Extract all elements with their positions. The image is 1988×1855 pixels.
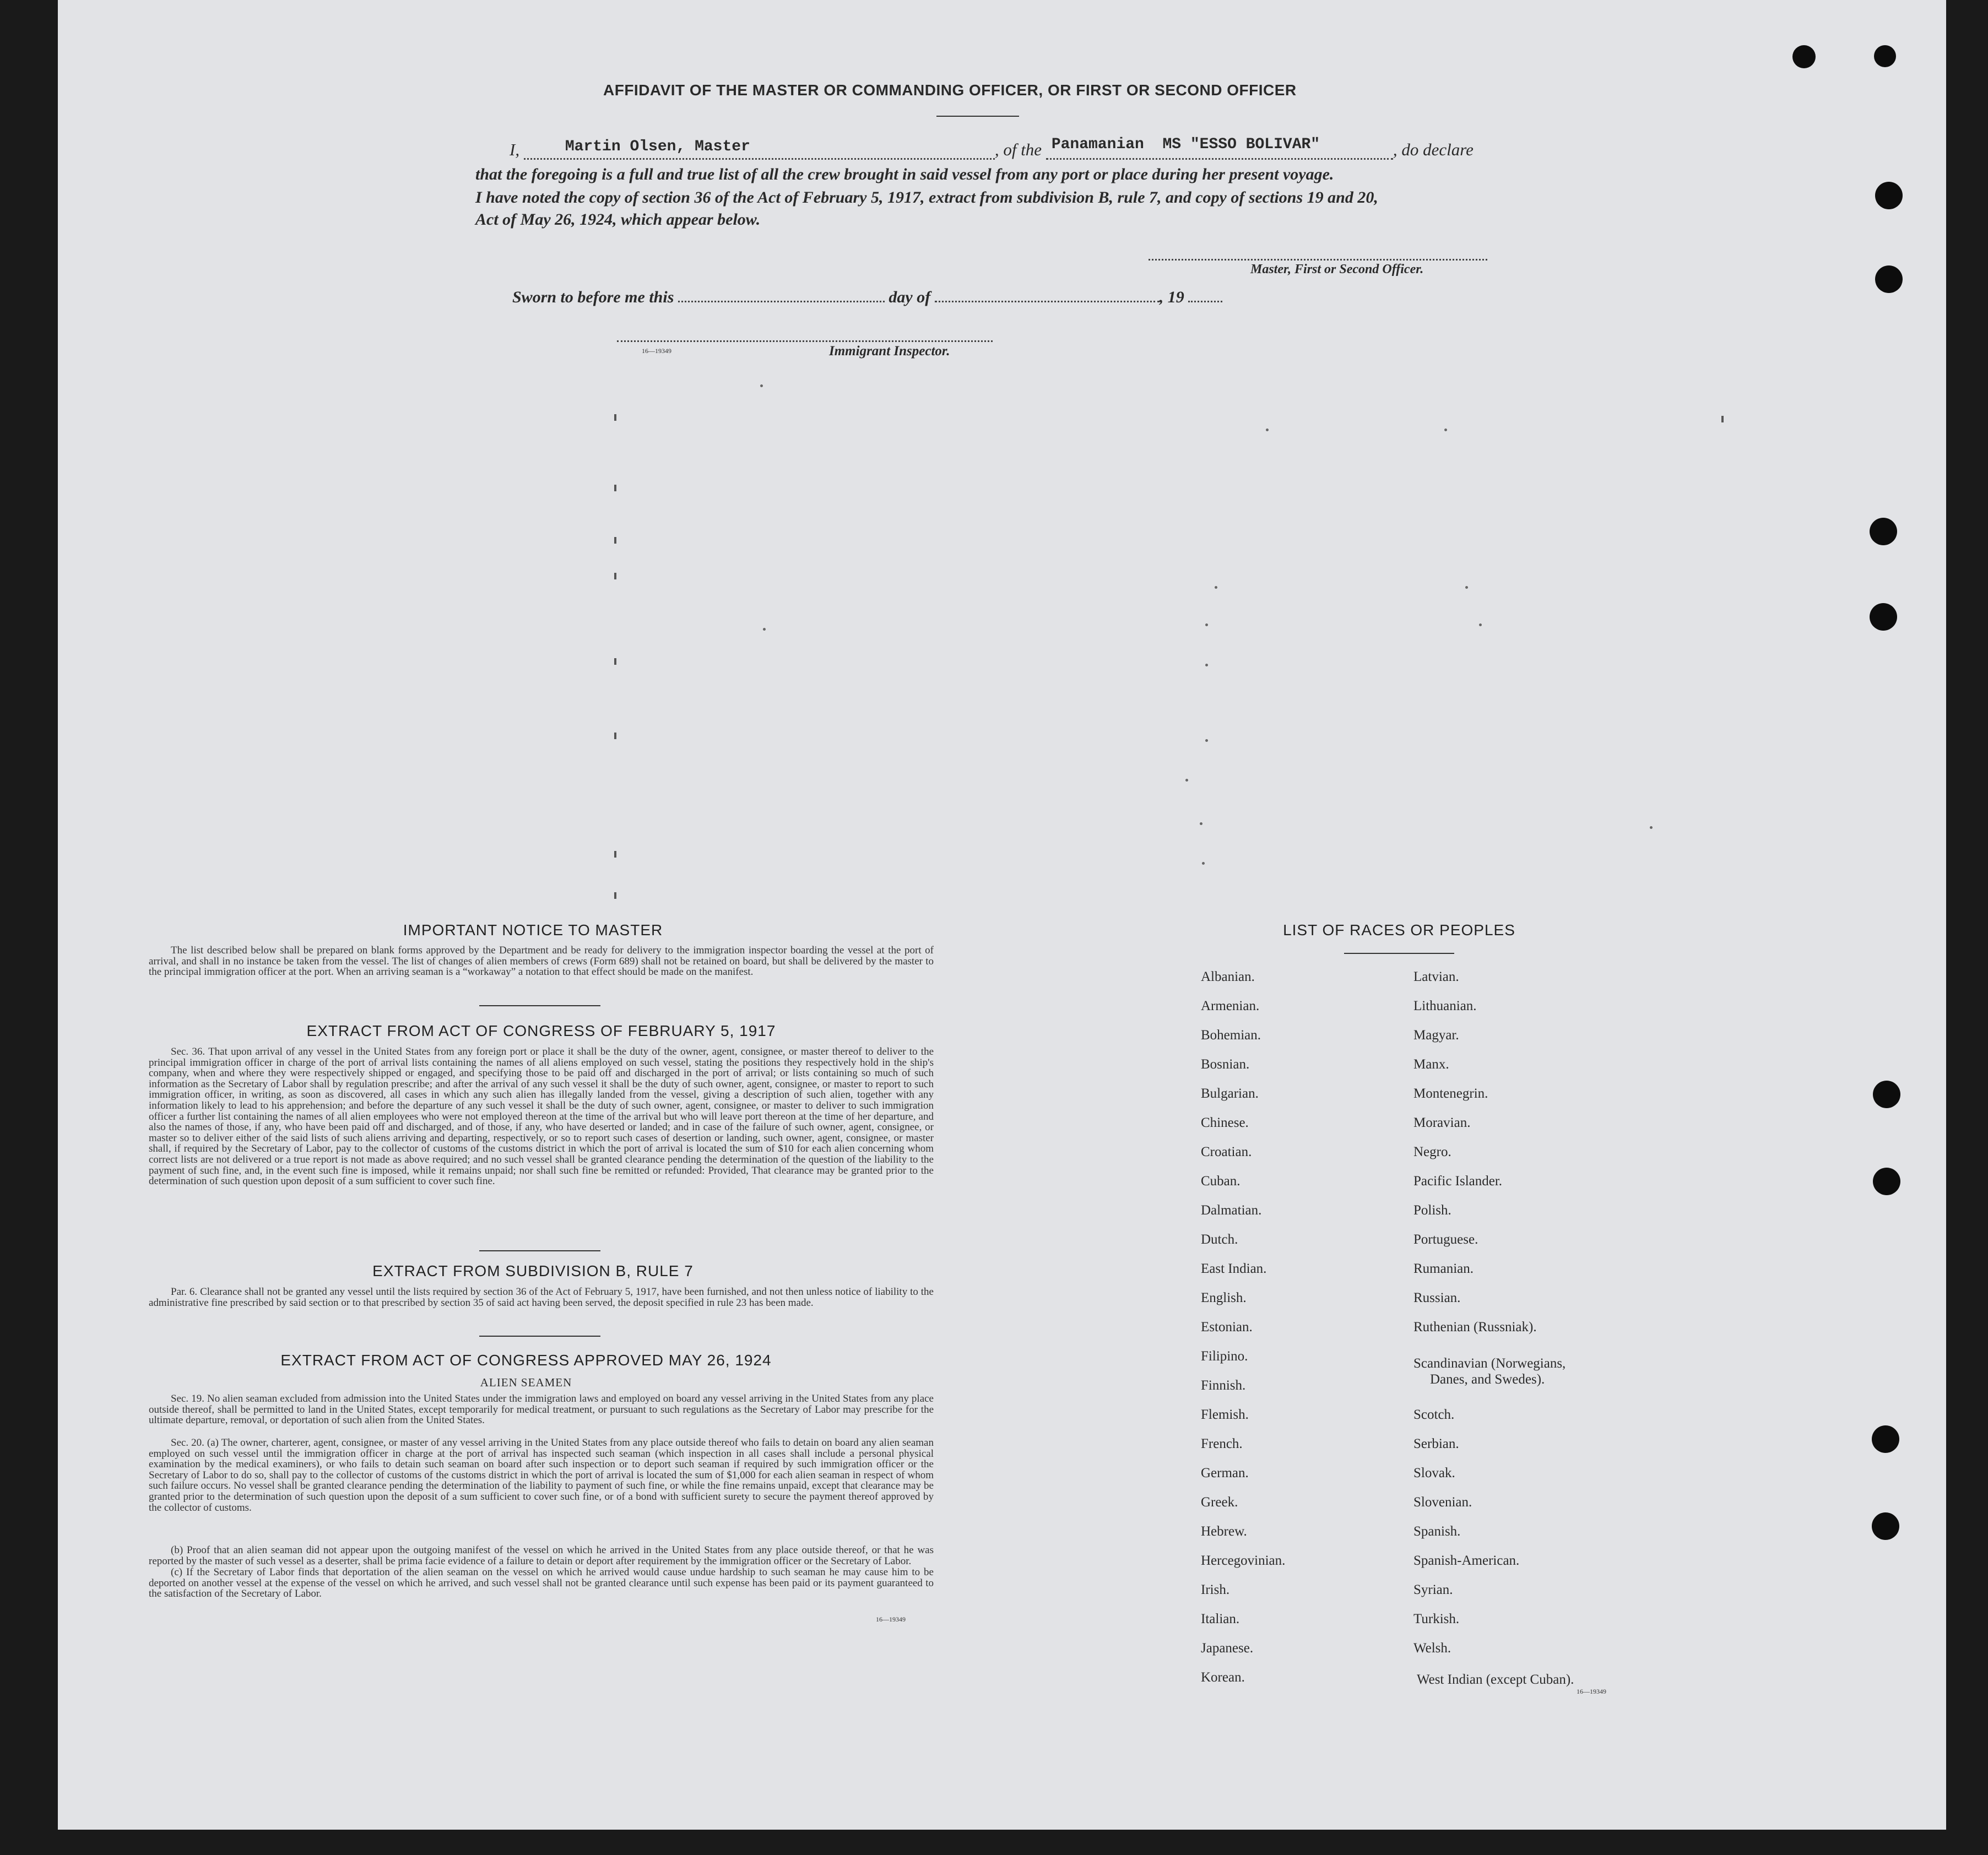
scan-speck [1266,429,1269,431]
race-item: Danes, and Swedes). [1430,1372,1545,1387]
race-item: Irish. [1201,1582,1230,1597]
scan-speck [1650,826,1653,829]
race-item: Russian. [1413,1290,1461,1305]
race-item: Filipino. [1201,1349,1248,1364]
race-item: Portuguese. [1413,1232,1478,1247]
punch-hole [1872,1425,1899,1453]
sec-20c-text: (c) If the Secretary of Labor finds that deportation of the alien seaman on the vessel on which he arrived would cause undue hardship to such seaman he may cause him to be deported on another vessel at the expense of the vessel on which he arrived, and such vessel shall not be granted clearance until such expense has been paid or its payment guaranteed to the satisfaction of the Secretary of Labor. [149,1566,934,1600]
race-item: English. [1201,1290,1247,1305]
race-item: Hebrew. [1201,1524,1247,1539]
punch-hole [1873,1081,1900,1108]
race-item: Lithuanian. [1413,999,1477,1013]
race-item: West Indian (except Cuban). [1417,1672,1574,1687]
race-item: East Indian. [1201,1261,1267,1276]
scan-speck [614,414,616,421]
divider [479,1336,600,1337]
race-item: Serbian. [1413,1436,1459,1451]
race-item: Japanese. [1201,1641,1254,1656]
race-item: Magyar. [1413,1028,1459,1043]
race-item: Slovak. [1413,1466,1455,1480]
race-item: Croatian. [1201,1145,1252,1159]
race-item: Negro. [1413,1145,1451,1159]
subdivision-b-text: Par. 6. Clearance shall not be granted any vessel until the lists required by section 36 of the Act of February 5, 1917, have been furnished, and not then unless notice of liability to the administrative fine prescribed by said section or to that prescribed by section 35 of said act having been served, the deposit specified in rule 23 has been made. [149,1286,934,1309]
divider [479,1005,600,1006]
extract-1917-title: EXTRACT FROM ACT OF CONGRESS OF FEBRUARY 5, 1917 [306,1022,776,1039]
scan-speck [1185,779,1188,782]
race-item: Greek. [1201,1495,1238,1510]
extract-1917-text: Sec. 36. That upon arrival of any vessel in the United States from any foreign port or place it shall be the duty of the owner, agent, consignee, or master thereof to deliver to the principal immigration officer in charge of the port of arrival lists containing the names of all aliens employed on such vessel, stating the positions they respectively hold in the ship's company, when and where they were respectively shipped or engaged, and specifying those to be paid off and discharged in the port of arrival; or lists containing so much of such information as the Secretary of Labor shall by regulation prescribe; and after the arrival of any such vessel it shall be the duty of such owner, agent, consignee, or master to report to such immigration officer, in writing, as soon as discovered, all cases in which any such alien has illegally landed from the vessel, giving a description of such alien, together with any information likely to lead to his apprehension; and before the departure of any such vessel it shall be the duty of such owner, agent, consignee, or master to deliver to such immigration officer a further list containing the names of all alien employees who were not employed thereon at the time of the arrival but who will leave port thereon at the time of her departure, and also the names of those, if any, who have been paid off and discharged, and of those, if any, who have deserted or landed; and in case of the failure of such owner, agent, consignee, or master so to deliver either of the said lists of such aliens arriving and departing, respectively, or so to report such cases of desertion or landing, such owner, agent, consignee, or master shall, if required by the Secretary of Labor, pay to the collector of customs of the customs district in which the port of arrival is located the sum of $10 for each alien concerning whom correct lists are not delivered or a true report is not made as above required; and no such vessel shall be granted clearance pending the determination of the question of the liability to the payment of such fine, and, in the event such fine is imposed, while it remains unpaid; nor shall such fine be remitted or refunded: Provided, That clearance may be granted prior to the determination of such question upon deposit of a sum sufficient to cover such fine. [149,1046,934,1187]
race-item: Ruthenian (Russniak). [1413,1320,1537,1335]
do-declare-label: , do declare [1393,140,1474,159]
scan-speck [1721,416,1724,422]
affidavit-title: AFFIDAVIT OF THE MASTER OR COMMANDING OFFICER, OR FIRST OR SECOND OFFICER [603,82,1297,99]
race-item: Armenian. [1201,999,1260,1013]
notice-text: The list described below shall be prepared on blank forms approved by the Department and be ready for delivery to the immigration inspector boarding the vessel at the port of arrival, and shall in no instance be taken from the vessel. The list of changes of alien members of crews (Form 689) shall not be retained on board, but shall be delivered by the master to the principal immigration officer at the port. When an arriving seaman is a “workaway” a notation to that effect should be made on the manifest. [149,945,934,978]
signature-caption: Master, First or Second Officer. [1250,262,1424,276]
races-title: LIST OF RACES OR PEOPLES [1283,921,1515,939]
race-item: Estonian. [1201,1320,1253,1335]
race-item: German. [1201,1466,1249,1480]
race-item: Montenegrin. [1413,1086,1488,1101]
punch-hole [1870,518,1897,545]
name-value: Martin Olsen, Master [565,138,750,155]
scan-speck [1215,586,1217,589]
alien-seamen-subtitle: ALIEN SEAMEN [480,1376,572,1389]
race-item: Albanian. [1201,969,1255,984]
inspector-signature-line [617,340,993,342]
scan-speck [614,851,616,858]
race-item: Bosnian. [1201,1057,1250,1072]
sworn-line [512,288,1222,307]
sec-20a-text: Sec. 20. (a) The owner, charterer, agent, consignee, or master of any vessel arriving in the United States from any place outside thereof who fails to detain on board any alien seaman employed on such vessel until the immigration officer in charge at the port of arrival has inspected such seaman (which inspection in all cases shall include a personal physical examination by the medical examiners), or who fails to detain such seaman on board after such inspection or to deport such seaman if required by such immigration officer or the Secretary of Labor to do so, shall pay to the collector of customs of the customs district in which the port of arrival is located the sum of $1,000 for each alien seaman in respect of whom such failure occurs. No vessel shall be granted clearance pending the determination of the liability to payment of such fine, or while the fine remains unpaid, except that clearance may be granted prior to the determination of such question upon the deposit of a sum sufficient to cover such fine, or of a bond with sufficient surety to secure the payment thereof approved by the collector of customs. [149,1437,934,1514]
name-field [524,138,995,160]
affidavit-line-1 [510,136,1512,160]
race-item: Moravian. [1413,1115,1471,1130]
race-item: Turkish. [1413,1612,1460,1626]
vessel-value: Panamanian MS "ESSO BOLIVAR" [1051,136,1320,153]
race-item: Bohemian. [1201,1028,1261,1043]
punch-hole [1873,1168,1900,1195]
race-item: Pacific Islander. [1413,1174,1503,1189]
punch-hole [1792,45,1816,68]
race-item: Finnish. [1201,1378,1246,1393]
scan-speck [1205,664,1208,666]
sworn-year-field [1188,288,1222,302]
form-number: 16—19349 [642,347,671,355]
scan-speck [1444,429,1447,431]
race-item: Chinese. [1201,1115,1249,1130]
sec-19-text: Sec. 19. No alien seaman excluded from admission into the United States under the immigration laws and employed on board any vessel arriving in the United States from any place outside thereof, shall be permitted to land in the United States, except temporarily for medical treatment, or pursuant to such regulations as the Secretary of Labor may prescribe for the ultimate departure, removal, or deportation of such alien from the United States. [149,1393,934,1426]
i-label: I, [510,140,520,159]
race-item: Manx. [1413,1057,1449,1072]
scan-speck [614,573,616,579]
year-prefix: , 19 [1159,288,1184,306]
race-item: Syrian. [1413,1582,1453,1597]
punch-hole [1874,45,1896,67]
day-of-label: day of [889,288,931,306]
punch-hole [1875,265,1903,293]
scan-speck [1205,739,1208,742]
sec-20b-text: (b) Proof that an alien seaman did not appear upon the outgoing manifest of the vessel on which he arrived in the United States from any place outside thereof, or that he was reported by the master of such vessel as a deserter, shall be prima facie evidence of a failure to detain or deport after requirement by the immigration officer or the Secretary of Labor. [149,1544,934,1567]
punch-hole [1870,603,1897,631]
race-item: Korean. [1201,1670,1245,1685]
scan-speck [614,733,616,739]
race-item: Rumanian. [1413,1261,1474,1276]
race-item: Italian. [1201,1612,1240,1626]
race-item: Bulgarian. [1201,1086,1259,1101]
race-item: Spanish-American. [1413,1553,1520,1568]
extract-1924-title: EXTRACT FROM ACT OF CONGRESS APPROVED MAY 26, 1924 [280,1352,772,1369]
scan-speck [1202,862,1205,865]
scan-speck [763,628,766,631]
sworn-prefix: Sworn to before me this [512,288,674,306]
race-item: Latvian. [1413,969,1459,984]
scan-speck [614,537,616,544]
race-item: Welsh. [1413,1641,1451,1656]
scan-speck [1200,822,1202,825]
divider [479,1250,600,1251]
form-number: 16—19349 [876,1615,906,1623]
scan-speck [1479,623,1482,626]
divider [936,116,1019,117]
race-item: Spanish. [1413,1524,1461,1539]
race-item: Scandinavian (Norwegians, [1413,1356,1566,1371]
sworn-day-field [678,288,885,302]
of-the-label: , of the [994,140,1042,159]
signature-line [1149,259,1487,261]
scan-speck [614,485,616,491]
punch-hole [1875,182,1903,209]
race-item: French. [1201,1436,1243,1451]
affidavit-line-4: Act of May 26, 1924, which appear below. [475,210,761,229]
scan-speck [1205,623,1208,626]
inspector-caption: Immigrant Inspector. [829,344,950,359]
race-item: Hercegovinian. [1201,1553,1286,1568]
form-number: 16—19349 [1577,1688,1606,1695]
affidavit-line-3: I have noted the copy of section 36 of the Act of February 5, 1917, extract from subdivision B, rule 7, and copy of sections 19 and 20, [475,188,1378,207]
scan-speck [760,384,763,387]
scan-speck [1465,586,1468,589]
race-item: Dalmatian. [1201,1203,1262,1218]
divider [1344,953,1454,954]
scan-speck [614,892,616,899]
notice-title: IMPORTANT NOTICE TO MASTER [403,921,663,939]
sworn-month-field [935,288,1160,302]
race-item: Dutch. [1201,1232,1238,1247]
race-item: Cuban. [1201,1174,1241,1189]
race-item: Flemish. [1201,1407,1249,1422]
race-item: Polish. [1413,1203,1451,1218]
race-item: Slovenian. [1413,1495,1472,1510]
scan-speck [614,658,616,665]
punch-hole [1872,1512,1899,1540]
race-item: Scotch. [1413,1407,1455,1422]
vessel-field [1046,136,1393,160]
subdivision-b-title: EXTRACT FROM SUBDIVISION B, RULE 7 [372,1262,694,1279]
affidavit-line-2: that the foregoing is a full and true list of all the crew brought in said vessel from any port or place during her present voyage. [475,165,1334,183]
